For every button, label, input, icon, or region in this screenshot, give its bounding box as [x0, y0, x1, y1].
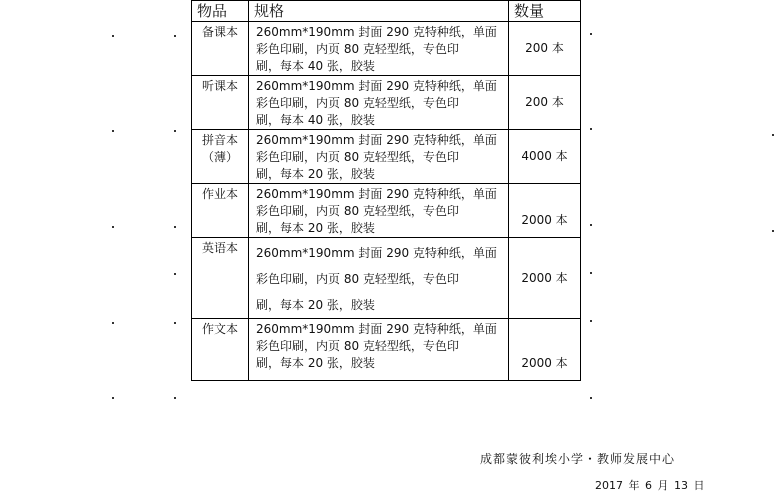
item-name: 英语本	[201, 241, 238, 255]
qty-cell: 4000 本	[509, 130, 581, 184]
layout-marker	[112, 322, 114, 324]
spec-line: 彩色印刷，内页 80 克轻型纸，专色印	[256, 96, 459, 110]
item-name: 作文本	[201, 322, 238, 336]
item-cell	[192, 22, 249, 76]
spec-cell	[249, 22, 509, 76]
qty-cell: 200 本	[509, 76, 581, 130]
spec-line: 刷，每本 20 张，胶装	[256, 167, 375, 181]
spec-line: 彩色印刷，内页 80 克轻型纸，专色印	[256, 272, 459, 286]
item-name: 拼音本	[201, 133, 238, 147]
layout-marker	[590, 272, 592, 274]
table-header-row	[192, 1, 581, 22]
layout-marker	[590, 397, 592, 399]
document-date: 2017 年 6 月 13 日	[595, 479, 705, 492]
organization-signature: 成都蒙彼利埃小学・教师发展中心	[480, 452, 676, 466]
layout-marker	[174, 397, 176, 399]
item-name: 备课本	[201, 25, 238, 39]
spec-line: 彩色印刷，内页 80 克轻型纸，专色印	[256, 204, 459, 218]
qty-cell: 2000 本	[509, 184, 581, 238]
table-row	[192, 22, 581, 76]
layout-marker	[590, 224, 592, 226]
layout-marker	[590, 320, 592, 322]
spec-line: 260mm*190mm 封面 290 克特种纸，单面	[256, 187, 497, 201]
spec-line: 260mm*190mm 封面 290 克特种纸，单面	[256, 246, 497, 260]
layout-marker	[590, 128, 592, 130]
spec-line: 刷，每本 20 张，胶装	[256, 298, 375, 312]
qty-cell: 200 本	[509, 22, 581, 76]
item-name: 听课本	[201, 79, 238, 93]
header-qty: 数量	[509, 1, 581, 22]
spec-cell	[249, 76, 509, 130]
item-name: 作业本	[201, 187, 238, 201]
table-row	[192, 76, 581, 130]
spec-cell	[249, 184, 509, 238]
spec-line: 刷，每本 40 张，胶装	[256, 113, 375, 127]
item-cell	[192, 238, 249, 319]
spec-line: 260mm*190mm 封面 290 克特种纸，单面	[256, 79, 497, 93]
table-row	[192, 184, 581, 238]
spec-cell	[249, 319, 509, 381]
item-cell	[192, 184, 249, 238]
table-row	[192, 319, 581, 381]
layout-marker	[112, 226, 114, 228]
layout-marker	[174, 226, 176, 228]
spec-line: 刷，每本 40 张，胶装	[256, 59, 375, 73]
spec-line: 彩色印刷，内页 80 克轻型纸，专色印	[256, 150, 459, 164]
item-note: （薄）	[201, 150, 238, 164]
spec-line: 彩色印刷，内页 80 克轻型纸，专色印	[256, 339, 459, 353]
item-cell	[192, 76, 249, 130]
spec-line: 刷，每本 20 张，胶装	[256, 356, 375, 370]
qty-cell: 2000 本	[509, 319, 581, 381]
layout-marker	[112, 397, 114, 399]
spec-line: 260mm*190mm 封面 290 克特种纸，单面	[256, 322, 497, 336]
header-spec: 规格	[249, 1, 509, 22]
layout-marker	[174, 130, 176, 132]
layout-marker	[772, 134, 774, 136]
layout-marker	[590, 33, 592, 35]
qty-cell: 2000 本	[509, 238, 581, 319]
spec-cell	[249, 130, 509, 184]
table-row	[192, 130, 581, 184]
spec-line: 刷，每本 20 张，胶装	[256, 221, 375, 235]
layout-marker	[112, 130, 114, 132]
spec-line: 彩色印刷，内页 80 克轻型纸，专色印	[256, 42, 459, 56]
table-row	[192, 238, 581, 319]
layout-marker	[174, 322, 176, 324]
spec-line: 260mm*190mm 封面 290 克特种纸，单面	[256, 133, 497, 147]
supplies-table	[191, 0, 581, 381]
layout-marker	[174, 273, 176, 275]
item-cell	[192, 319, 249, 381]
spec-cell	[249, 238, 509, 319]
item-cell	[192, 130, 249, 184]
layout-marker	[174, 35, 176, 37]
layout-marker	[112, 35, 114, 37]
header-item: 物品	[192, 1, 249, 22]
layout-marker	[772, 230, 774, 232]
spec-line: 260mm*190mm 封面 290 克特种纸，单面	[256, 25, 497, 39]
